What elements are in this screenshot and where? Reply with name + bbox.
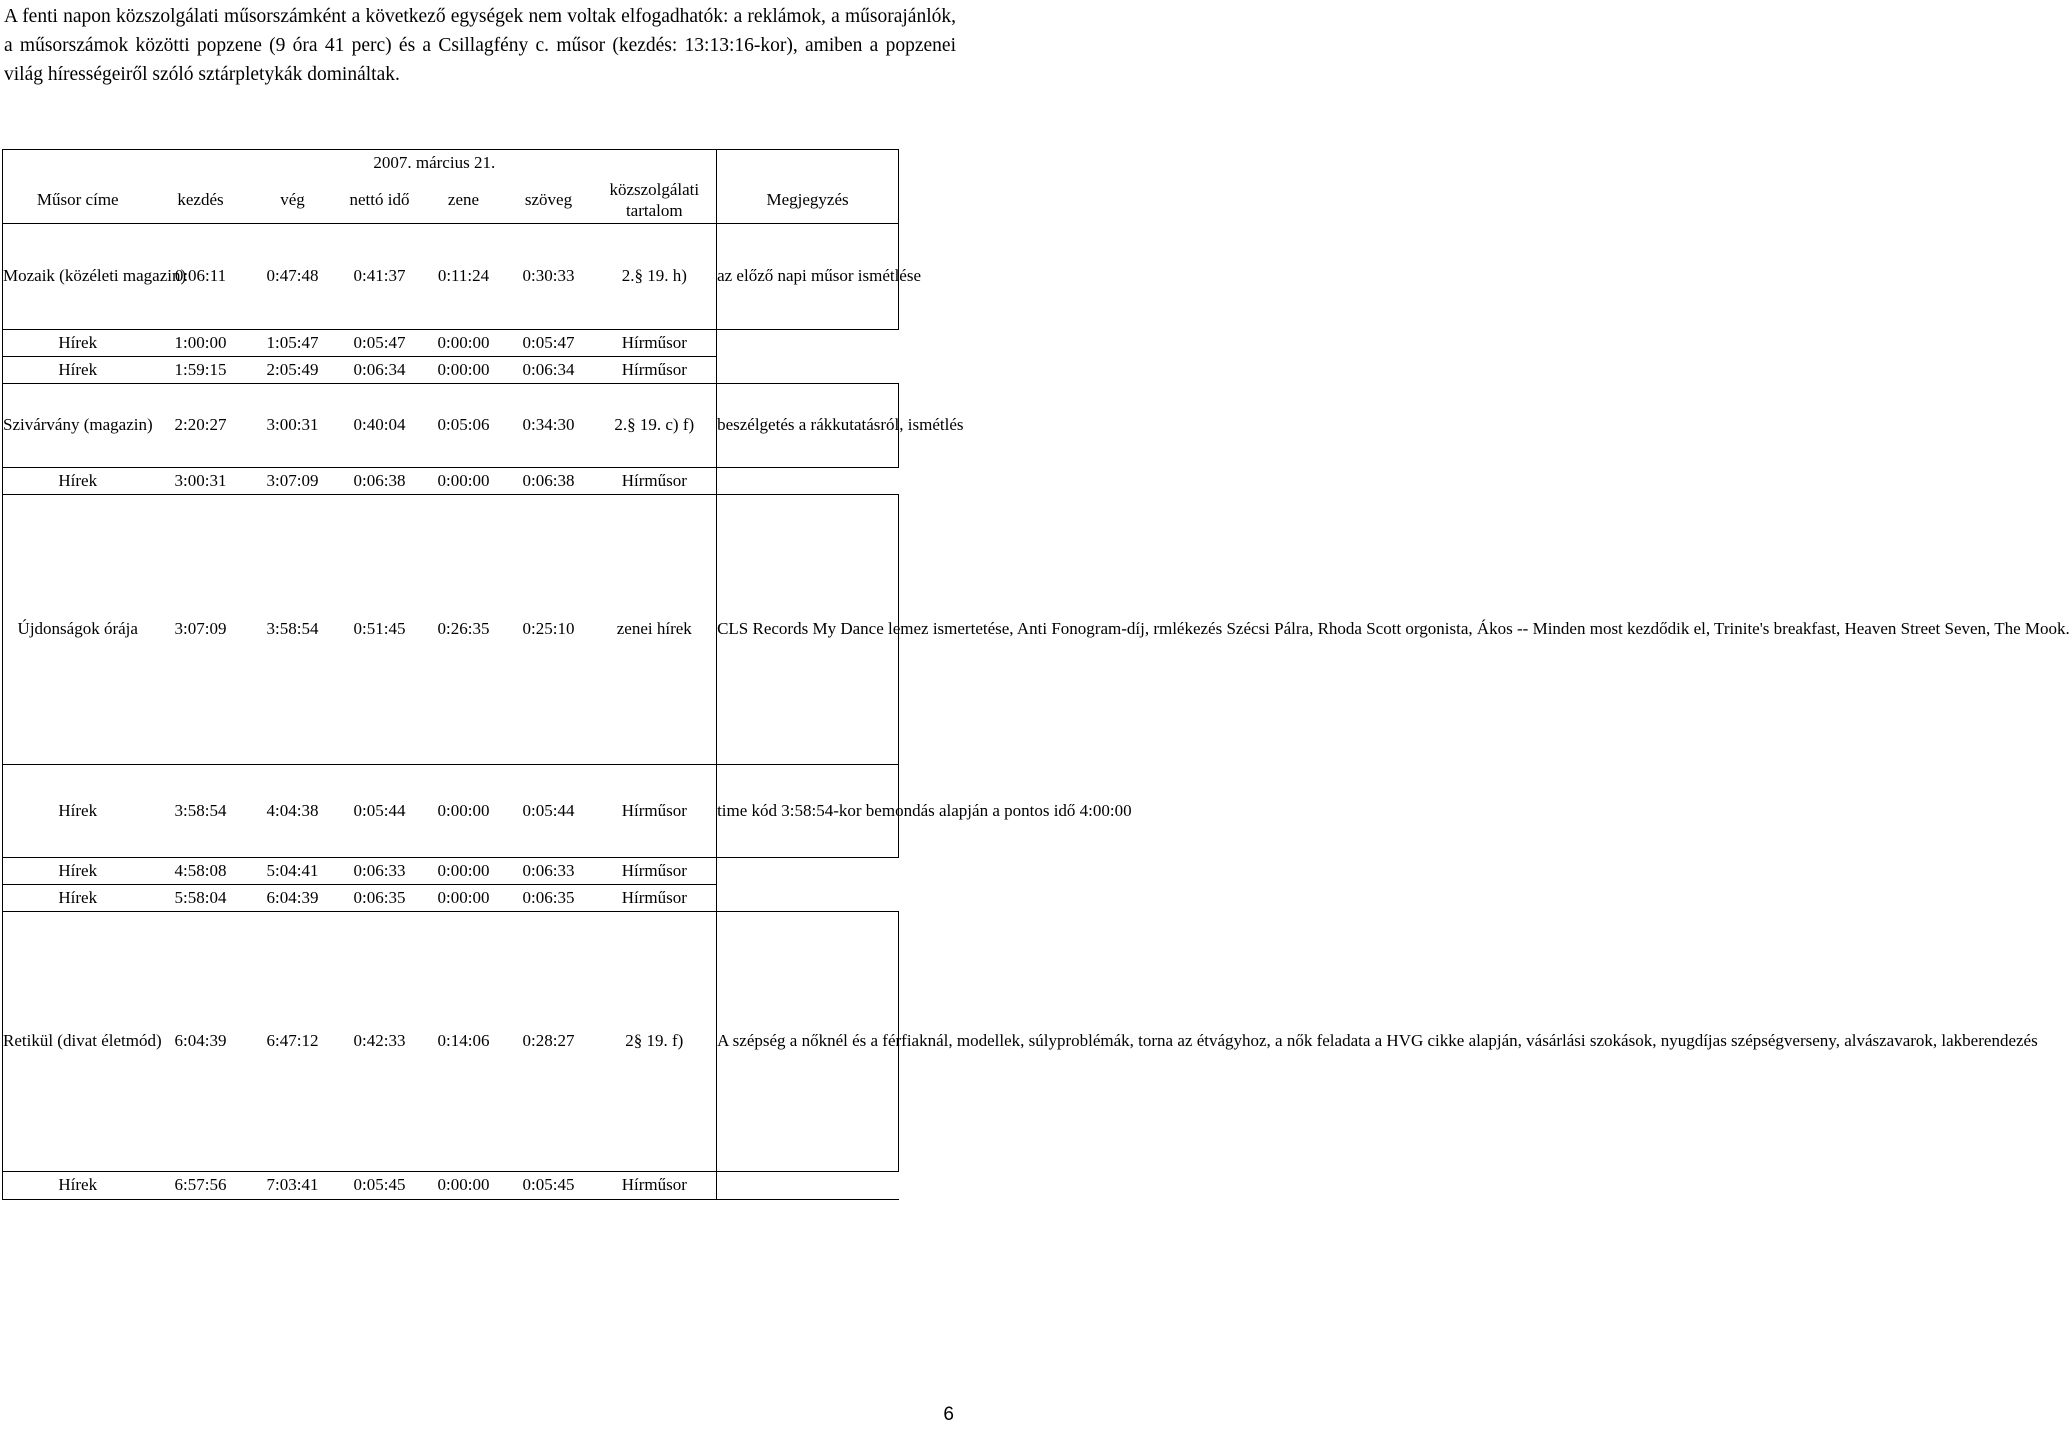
cell-music: 0:00:00 xyxy=(423,468,505,495)
cell-start: 6:04:39 xyxy=(153,912,249,1172)
cell-title: Hírek xyxy=(3,1172,153,1200)
cell-title: Szivárvány (magazin) xyxy=(3,384,153,468)
cell-end: 6:04:39 xyxy=(249,885,337,912)
cell-music: 0:11:24 xyxy=(423,224,505,330)
cell-text: 0:05:47 xyxy=(505,330,593,357)
cell-note xyxy=(717,885,899,912)
cell-public: Hírműsor xyxy=(593,885,717,912)
cell-text: 0:28:27 xyxy=(505,912,593,1172)
cell-note xyxy=(717,330,899,357)
cell-note xyxy=(717,357,899,384)
cell-net: 0:41:37 xyxy=(337,224,423,330)
cell-text: 0:05:45 xyxy=(505,1172,593,1200)
cell-net: 0:05:44 xyxy=(337,765,423,858)
cell-start: 6:57:56 xyxy=(153,1172,249,1200)
cell-note: az előző napi műsor ismétlése xyxy=(717,224,899,330)
cell-start: 3:58:54 xyxy=(153,765,249,858)
cell-note xyxy=(717,1172,899,1200)
cell-title: Hírek xyxy=(3,885,153,912)
cell-start: 3:07:09 xyxy=(153,495,249,765)
cell-title: Hírek xyxy=(3,858,153,885)
cell-music: 0:00:00 xyxy=(423,765,505,858)
cell-title: Hírek xyxy=(3,468,153,495)
table-row xyxy=(3,384,899,468)
cell-end: 2:05:49 xyxy=(249,357,337,384)
cell-net: 0:06:33 xyxy=(337,858,423,885)
cell-end: 5:04:41 xyxy=(249,858,337,885)
cell-net: 0:06:35 xyxy=(337,885,423,912)
cell-text: 0:06:38 xyxy=(505,468,593,495)
cell-text: 0:06:35 xyxy=(505,885,593,912)
intro-paragraph: A fenti napon közszolgálati műsorszámként a következő egységek nem voltak elfogadhatók: a reklámok, a műsorajánlók, a műsorszámok közötti popzene (9 óra 41 perc) és a Csillagfény c. műsor (kezdés: 13:13:16-kor), amiben a popzenei világ hírességeiről szóló sztárpletykák domináltak. xyxy=(4,6,956,85)
cell-start: 5:58:04 xyxy=(153,885,249,912)
cell-start: 4:58:08 xyxy=(153,858,249,885)
cell-music: 0:14:06 xyxy=(423,912,505,1172)
cell-net: 0:05:47 xyxy=(337,330,423,357)
cell-start: 0:06:11 xyxy=(153,224,249,330)
cell-note xyxy=(717,468,899,495)
table-row xyxy=(3,858,899,885)
cell-end: 4:04:38 xyxy=(249,765,337,858)
header-text: szöveg xyxy=(524,189,573,209)
cell-title: Retikül (divat életmód) xyxy=(3,912,153,1172)
cell-music: 0:00:00 xyxy=(423,330,505,357)
table-row xyxy=(3,1172,899,1200)
cell-start: 3:00:31 xyxy=(153,468,249,495)
cell-start: 1:00:00 xyxy=(153,330,249,357)
cell-end: 3:00:31 xyxy=(249,384,337,468)
cell-text: 0:06:34 xyxy=(505,357,593,384)
cell-music: 0:00:00 xyxy=(423,885,505,912)
cell-end: 1:05:47 xyxy=(249,330,337,357)
table-row xyxy=(3,357,899,384)
cell-net: 0:51:45 xyxy=(337,495,423,765)
cell-public: Hírműsor xyxy=(593,858,717,885)
cell-text: 0:34:30 xyxy=(505,384,593,468)
table-row xyxy=(3,912,899,1172)
cell-public: 2§ 19. f) xyxy=(593,912,717,1172)
table-row xyxy=(3,224,899,330)
cell-music: 0:00:00 xyxy=(423,1172,505,1200)
table-row xyxy=(3,495,899,765)
cell-note: CLS Records My Dance lemez ismertetése, Anti Fonogram-díj, rmlékezés Szécsi Pálra, Rhoda Scott orgonista, Ákos -- Minden most kezdődik el, Trinite's breakfast, Heaven Street Seven, The Mook. xyxy=(717,495,899,765)
cell-net: 0:42:33 xyxy=(337,912,423,1172)
header-start: kezdés xyxy=(177,189,224,209)
cell-public: 2.§ 19. h) xyxy=(593,224,717,330)
cell-end: 6:47:12 xyxy=(249,912,337,1172)
table-row xyxy=(3,468,899,495)
cell-note: A szépség a nőknél és a férfiaknál, modellek, súlyproblémák, torna az étvágyhoz, a nők feladata a HVG cikke alapján, vásárlási szokások, nyugdíjas szépségverseny, alvászavarok, lakberendezés xyxy=(717,912,899,1172)
cell-text: 0:30:33 xyxy=(505,224,593,330)
cell-title: Hírek xyxy=(3,765,153,858)
cell-public: Hírműsor xyxy=(593,1172,717,1200)
cell-text: 0:06:33 xyxy=(505,858,593,885)
cell-end: 0:47:48 xyxy=(249,224,337,330)
cell-public: Hírműsor xyxy=(593,330,717,357)
cell-title: Hírek xyxy=(3,357,153,384)
cell-end: 7:03:41 xyxy=(249,1172,337,1200)
table-row xyxy=(3,765,899,858)
cell-note: beszélgetés a rákkutatásról, ismétlés xyxy=(717,384,899,468)
cell-note: time kód 3:58:54-kor bemondás alapján a pontos idő 4:00:00 xyxy=(717,765,899,858)
cell-public: 2.§ 19. c) f) xyxy=(593,384,717,468)
cell-net: 0:05:45 xyxy=(337,1172,423,1200)
cell-net: 0:40:04 xyxy=(337,384,423,468)
cell-end: 3:07:09 xyxy=(249,468,337,495)
cell-net: 0:06:38 xyxy=(337,468,423,495)
table-row xyxy=(3,330,899,357)
header-end: vég xyxy=(280,189,305,209)
cell-title: Újdonságok órája xyxy=(3,495,153,765)
cell-public: zenei hírek xyxy=(593,495,717,765)
cell-music: 0:05:06 xyxy=(423,384,505,468)
header-net: nettó idő xyxy=(349,189,410,209)
header-music: zene xyxy=(447,189,480,209)
cell-start: 1:59:15 xyxy=(153,357,249,384)
date-header: 2007. március 21. xyxy=(153,150,717,177)
header-title: Műsor címe xyxy=(3,177,153,224)
cell-title: Mozaik (közéleti magazin) xyxy=(3,224,153,330)
table-row xyxy=(3,885,899,912)
cell-music: 0:00:00 xyxy=(423,357,505,384)
cell-text: 0:05:44 xyxy=(505,765,593,858)
cell-public: Hírműsor xyxy=(593,468,717,495)
cell-text: 0:25:10 xyxy=(505,495,593,765)
page-number: 6 xyxy=(943,1404,954,1425)
cell-public: Hírműsor xyxy=(593,357,717,384)
cell-title: Hírek xyxy=(3,330,153,357)
cell-start: 2:20:27 xyxy=(153,384,249,468)
cell-music: 0:00:00 xyxy=(423,858,505,885)
cell-note xyxy=(717,858,899,885)
cell-end: 3:58:54 xyxy=(249,495,337,765)
broadcast-schedule-table xyxy=(2,149,2070,1200)
header-note: Megjegyzés xyxy=(717,177,899,224)
cell-net: 0:06:34 xyxy=(337,357,423,384)
cell-music: 0:26:35 xyxy=(423,495,505,765)
cell-public: Hírműsor xyxy=(593,765,717,858)
header-public: közszolgálati tartalom xyxy=(609,179,700,220)
